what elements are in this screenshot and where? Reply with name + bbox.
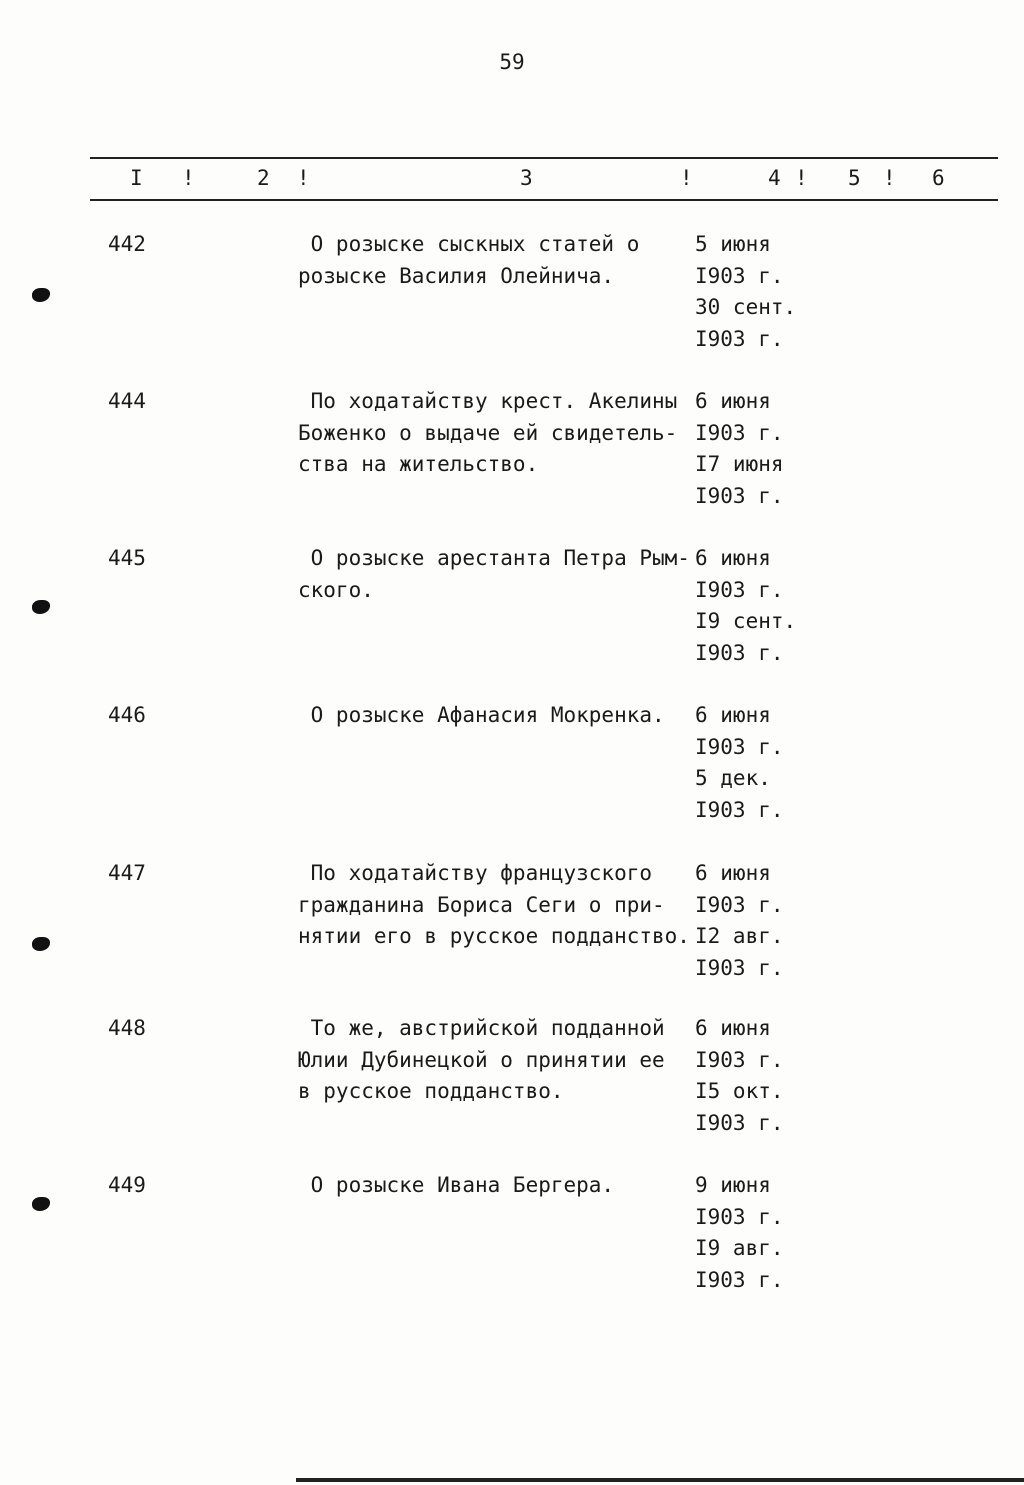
- col-separator: !: [795, 166, 808, 190]
- entry-dates: 6 июня I903 г. I5 окт. I903 г.: [695, 1016, 784, 1135]
- col-6-label: 6: [932, 166, 945, 190]
- col-separator: !: [182, 166, 195, 190]
- entry-number: 446: [108, 703, 146, 727]
- header-bottom-rule: [90, 199, 998, 201]
- bottom-edge-rule: [296, 1478, 1024, 1482]
- entry-number: 449: [108, 1173, 146, 1197]
- entry-number: 445: [108, 546, 146, 570]
- entry-description: О розыске арестанта Петра Рым- ского.: [298, 546, 690, 602]
- col-1-label: I: [130, 166, 143, 190]
- col-4-label: 4: [768, 166, 781, 190]
- binding-hole-mark: [32, 1197, 50, 1211]
- col-separator: !: [297, 166, 310, 190]
- binding-hole-mark: [32, 600, 50, 614]
- entry-description: О розыске сыскных статей о розыске Василия Олейнича.: [298, 232, 640, 288]
- col-5-label: 5: [848, 166, 861, 190]
- col-separator: !: [680, 166, 693, 190]
- entry-description: То же, австрийской подданной Юлии Дубинецкой о принятии ее в русское подданство.: [298, 1016, 665, 1103]
- header-top-rule: [90, 157, 998, 159]
- entry-description: О розыске Ивана Бергера.: [298, 1173, 615, 1197]
- entry-dates: 6 июня I903 г. I2 авг. I903 г.: [695, 861, 784, 980]
- binding-hole-mark: [32, 937, 50, 951]
- entry-number: 448: [108, 1016, 146, 1040]
- entry-number: 444: [108, 389, 146, 413]
- entry-dates: 6 июня I903 г. I9 сент. I903 г.: [695, 546, 797, 665]
- entry-dates: 6 июня I903 г. 5 дек. I903 г.: [695, 703, 784, 822]
- entry-description: По ходатайству французского гражданина Бориса Сеги о при- нятии его в русское подданство.: [298, 861, 690, 948]
- col-separator: !: [883, 166, 896, 190]
- entry-dates: 6 июня I903 г. I7 июня I903 г.: [695, 389, 784, 508]
- entry-number: 442: [108, 232, 146, 256]
- entry-dates: 5 июня I903 г. 30 сент. I903 г.: [695, 232, 797, 351]
- page-number: 59: [499, 50, 525, 74]
- entry-number: 447: [108, 861, 146, 885]
- entry-dates: 9 июня I903 г. I9 авг. I903 г.: [695, 1173, 784, 1292]
- entry-description: О розыске Афанасия Мокренка.: [298, 703, 665, 727]
- entry-description: По ходатайству крест. Акелины Боженко о выдаче ей свидетель- ства на жительство.: [298, 389, 678, 476]
- col-2-label: 2: [257, 166, 270, 190]
- col-3-label: 3: [520, 166, 533, 190]
- binding-hole-mark: [32, 288, 50, 302]
